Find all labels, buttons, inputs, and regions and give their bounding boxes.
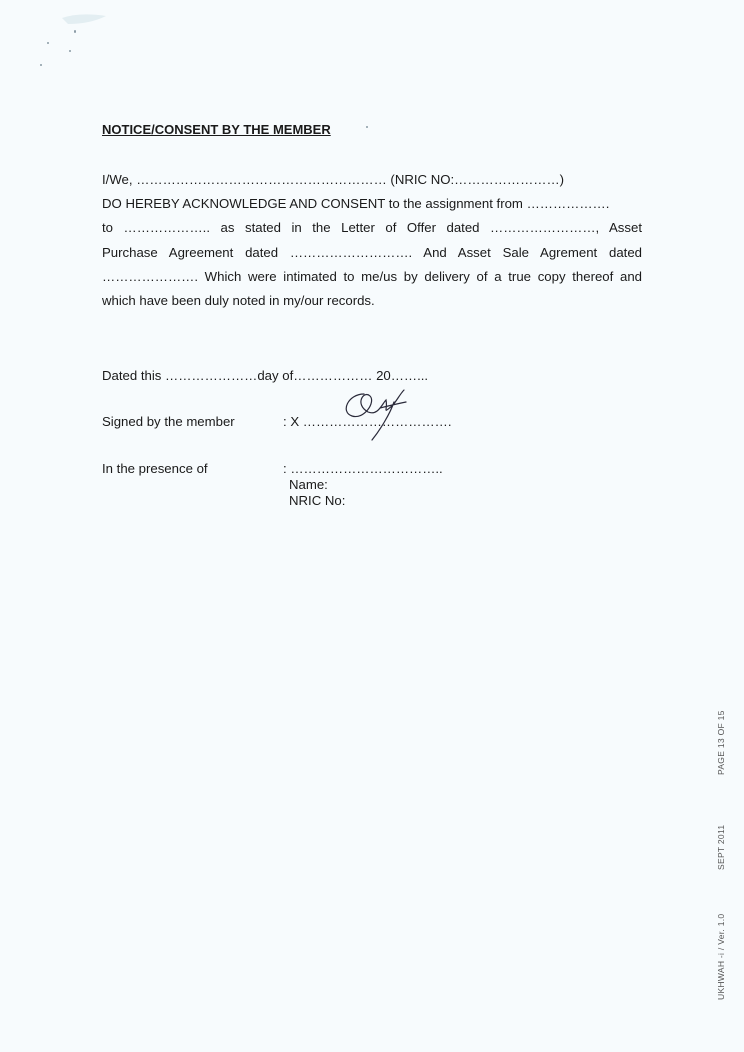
revision-date: SEPT 2011 bbox=[716, 824, 726, 870]
paragraph-line: Purchase Agreement dated ………………………. And Asset Sale Agrement dated bbox=[102, 244, 642, 260]
presence-value: : …………………………….. bbox=[283, 461, 443, 476]
page-number: PAGE 13 OF 15 bbox=[716, 710, 726, 775]
paragraph-line: DO HEREBY ACKNOWLEDGE AND CONSENT to the assignment from ………………. bbox=[102, 196, 610, 212]
signature-icon bbox=[334, 384, 414, 444]
scan-speck bbox=[40, 64, 42, 66]
signed-label: Signed by the member bbox=[102, 414, 235, 429]
dated-line: Dated this …………………day of……………… 20……... bbox=[102, 368, 429, 383]
scan-speck bbox=[74, 30, 76, 33]
witness-name-label: Name: bbox=[289, 477, 328, 492]
scan-speck bbox=[366, 126, 368, 128]
version-label: UKHWAH -i / Ver. 1.0 bbox=[716, 913, 726, 1000]
notice-title: NOTICE/CONSENT BY THE MEMBER bbox=[102, 122, 331, 137]
consent-paragraph bbox=[102, 168, 642, 313]
paragraph-line: to ……………….. as stated in the Letter of Offer dated ……………………, Asset bbox=[102, 220, 642, 236]
witness-nric-label: NRIC No: bbox=[289, 493, 346, 508]
paragraph-line: which have been duly noted in my/our records. bbox=[102, 293, 375, 309]
scan-speck bbox=[47, 42, 49, 44]
scan-speck bbox=[69, 50, 71, 52]
presence-label: In the presence of bbox=[102, 461, 208, 476]
signed-value: : X ……………………………. bbox=[283, 414, 452, 429]
paragraph-line: I/We, ………………………………………………… (NRIC NO:……………………) bbox=[102, 172, 565, 187]
scan-mark-icon bbox=[60, 10, 110, 28]
paragraph-line: …………………. Which were intimated to me/us by delivery of a true copy thereof and bbox=[102, 268, 642, 284]
